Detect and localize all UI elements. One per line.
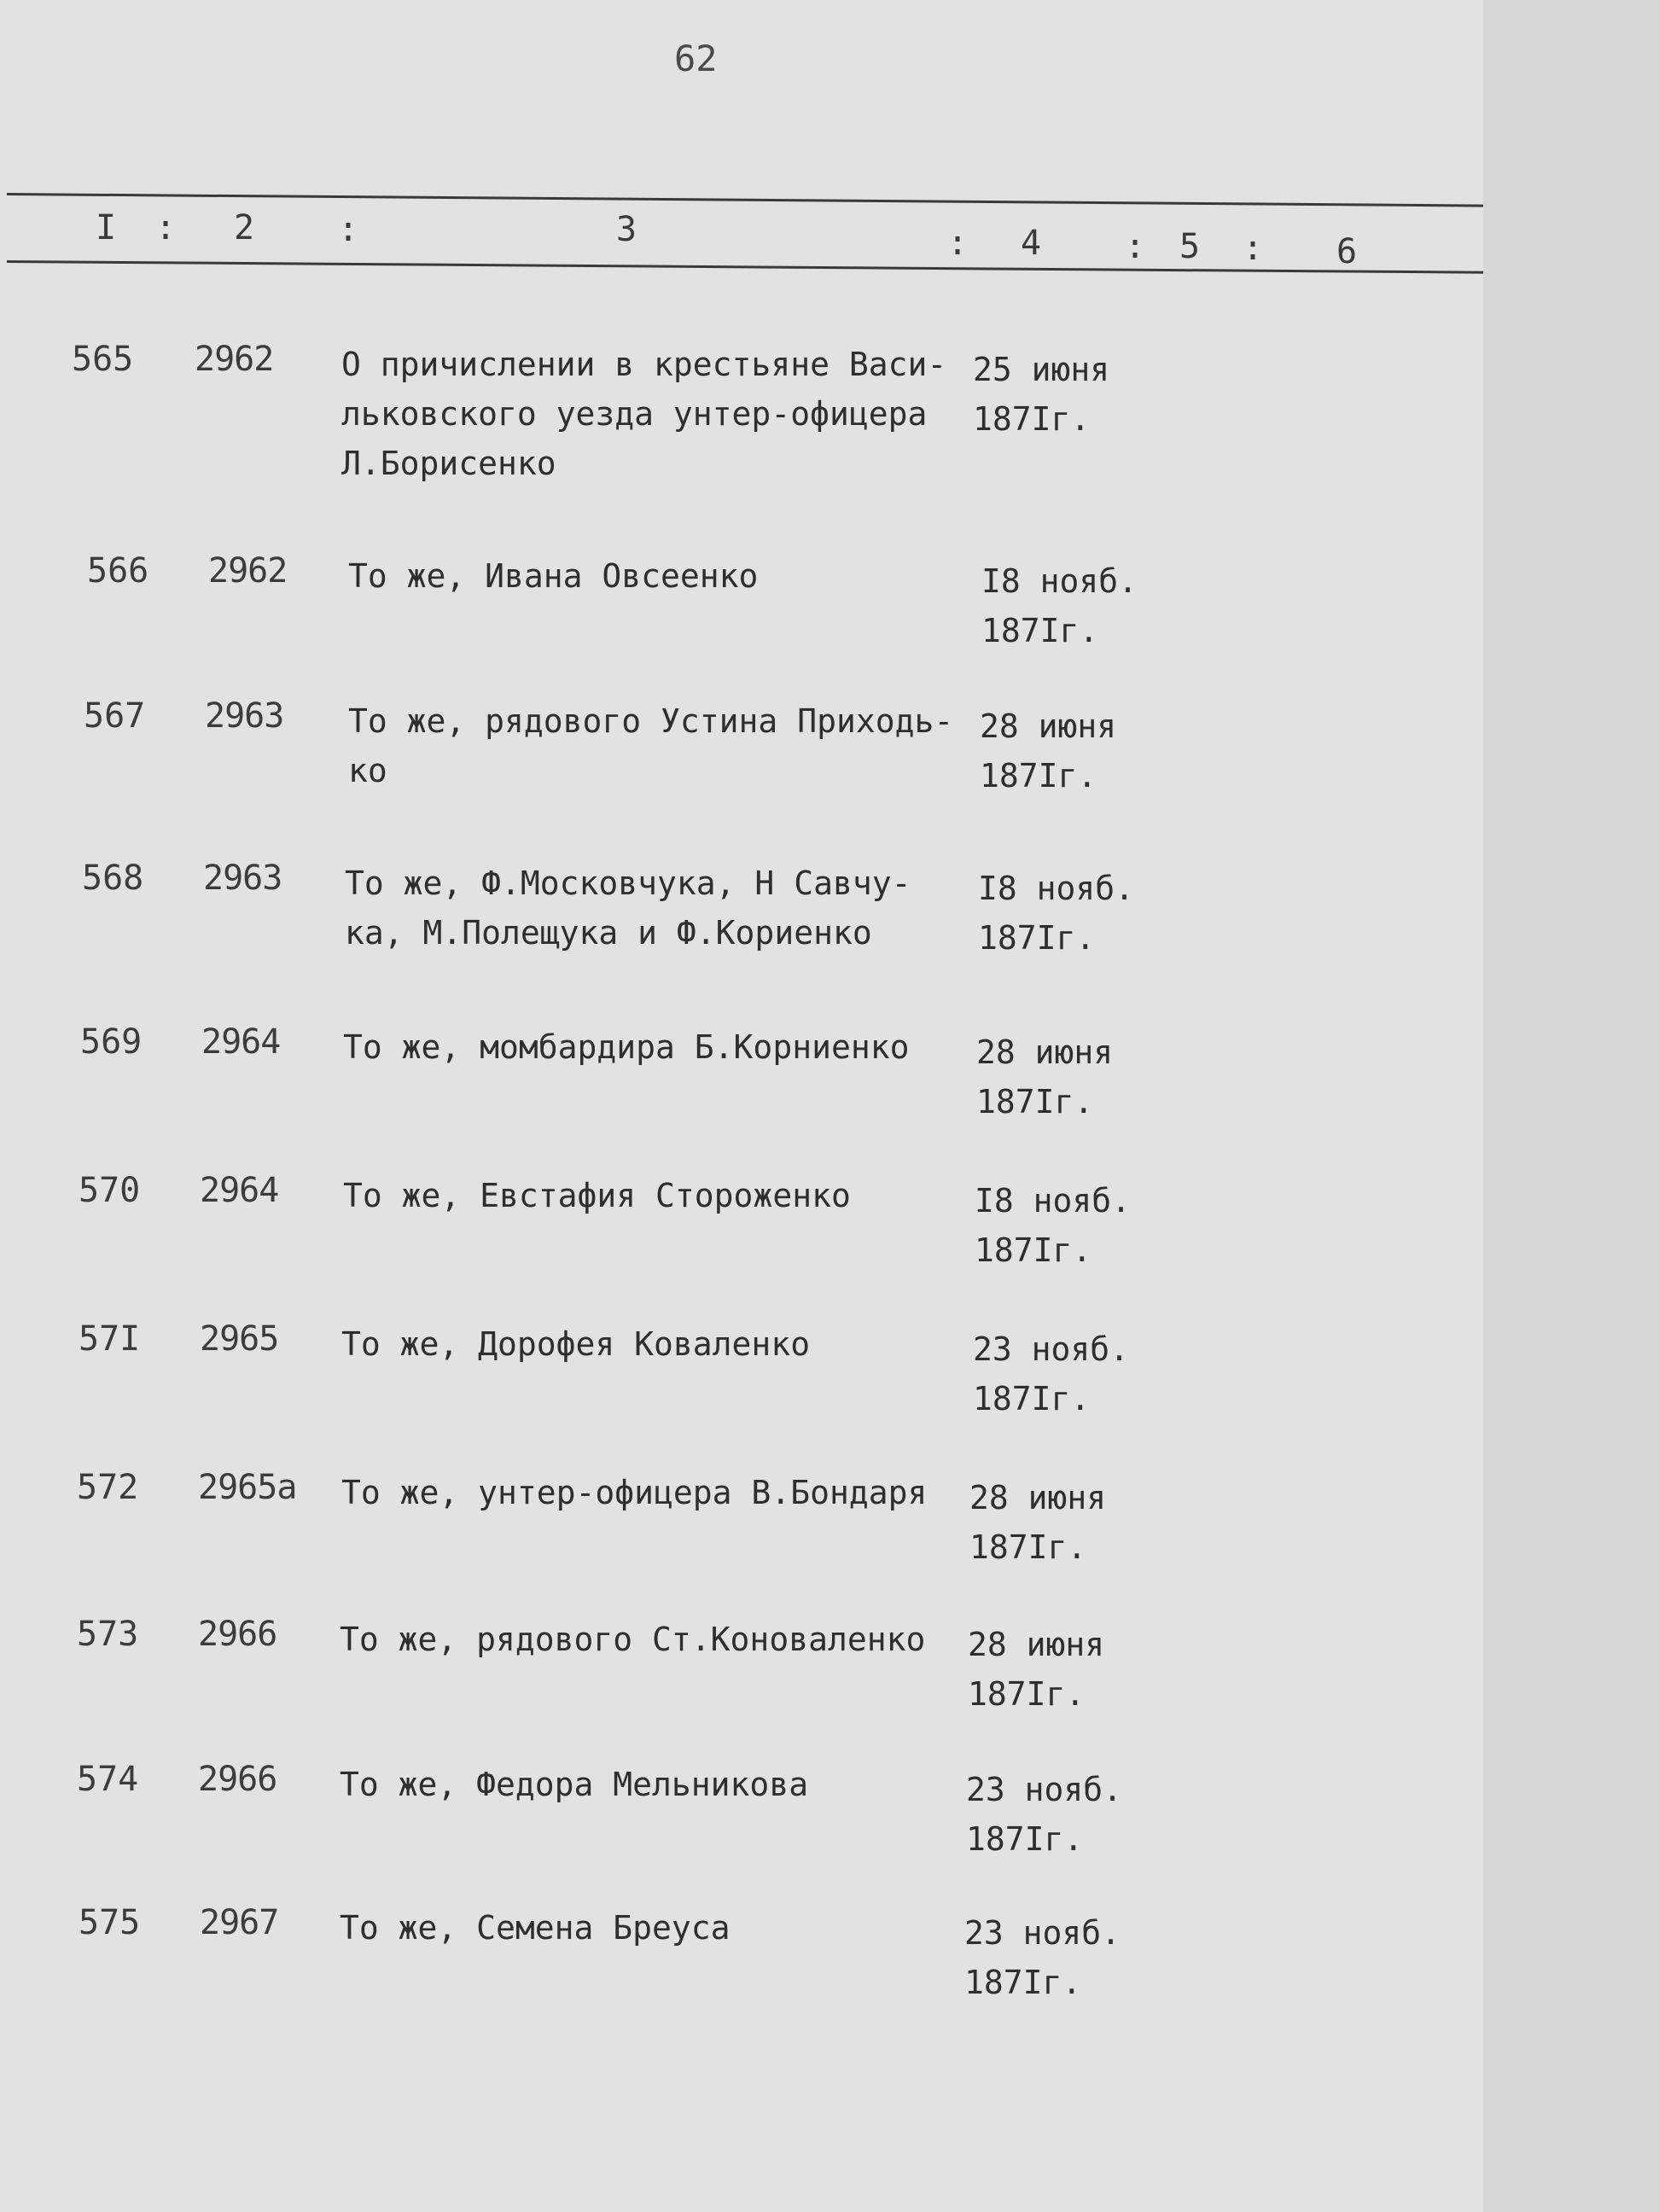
page-edge-margin <box>1483 0 1659 2212</box>
entry-date: 28 июня 187Iг. <box>968 1626 1105 1713</box>
column-header-5: 5 <box>1179 227 1201 266</box>
column-separator: : <box>1243 229 1264 268</box>
entry-date: 28 июня 187Iг. <box>976 1033 1114 1121</box>
entry-number: 565 <box>72 340 134 379</box>
entry-title: То же, Дорофея Коваленко <box>341 1325 811 1363</box>
page-number: 62 <box>674 38 718 79</box>
column-header-6: 6 <box>1336 232 1358 271</box>
entry-number: 575 <box>79 1903 141 1942</box>
entry-title: То же, унтер-офицера В.Бондаря <box>341 1474 928 1511</box>
entry-date: 23 нояб. 187Iг. <box>964 1914 1121 2001</box>
entry-date: I8 нояб. 187Iг. <box>975 1182 1132 1269</box>
header-rule-top <box>7 193 1485 207</box>
table-row <box>0 1171 1483 1299</box>
table-row <box>0 1903 1483 2031</box>
entry-title: То же, Ф.Московчука, Н Савчу- ка, М.Полещука и Ф.Кориенко <box>345 864 911 952</box>
entry-fond: 2967 <box>200 1903 279 1942</box>
entry-date: I8 нояб. 187Iг. <box>981 562 1138 649</box>
table-row <box>0 1468 1483 1596</box>
entry-title: То же, рядового Устина Приходь- ко <box>348 702 954 789</box>
entry-fond: 2963 <box>203 859 282 898</box>
entry-fond: 2964 <box>201 1022 281 1062</box>
entry-date: 23 нояб. 187Iг. <box>973 1330 1130 1417</box>
entry-fond: 2966 <box>198 1760 277 1799</box>
entry-title: То же, Евстафия Стороженко <box>343 1177 851 1214</box>
column-separator: : <box>1125 227 1146 266</box>
entry-fond: 2965 <box>200 1319 279 1359</box>
entry-title: То же, рядового Ст.Коноваленко <box>340 1621 926 1658</box>
entry-number: 569 <box>80 1022 143 1062</box>
column-separator: : <box>947 224 969 263</box>
entry-number: 57I <box>79 1319 141 1359</box>
column-separator: : <box>155 208 177 247</box>
table-row <box>0 1319 1483 1447</box>
entry-fond: 2965а <box>198 1468 297 1507</box>
table-row <box>0 1760 1483 1888</box>
entry-number: 570 <box>79 1171 141 1210</box>
entry-fond: 2966 <box>198 1615 277 1654</box>
header-rule-bottom <box>7 260 1485 274</box>
entry-date: 25 июня 187Iг. <box>973 351 1110 438</box>
entry-title: То же, Федора Мельникова <box>340 1766 809 1803</box>
column-header-2: 2 <box>234 208 255 247</box>
column-header-4: 4 <box>1021 224 1042 263</box>
entry-number: 574 <box>77 1760 139 1799</box>
entry-title: То же, Семена Бреуса <box>340 1909 731 1947</box>
entry-date: 23 нояб. 187Iг. <box>966 1771 1123 1858</box>
table-row <box>0 340 1483 482</box>
column-header-3: 3 <box>616 210 637 249</box>
entry-number: 572 <box>77 1468 139 1507</box>
entry-title: О причислении в крестьяне Васи- льковского уезда унтер-офицера Л.Борисенко <box>341 346 947 482</box>
entry-fond: 2964 <box>200 1171 279 1210</box>
entry-date: I8 нояб. 187Iг. <box>978 870 1135 957</box>
entry-number: 567 <box>84 696 146 736</box>
entry-fond: 2963 <box>205 696 284 736</box>
entry-fond: 2962 <box>208 551 288 591</box>
table-row <box>0 551 1483 679</box>
entry-date: 28 июня 187Iг. <box>980 707 1117 795</box>
entry-date: 28 июня 187Iг. <box>969 1479 1107 1566</box>
entry-number: 566 <box>87 551 149 591</box>
table-row <box>0 1022 1483 1150</box>
entry-title: То же, Ивана Овсеенко <box>348 557 759 595</box>
entry-title: То же, момбардира Б.Корниенко <box>343 1028 910 1066</box>
entry-fond: 2962 <box>195 340 274 379</box>
table-row <box>0 859 1483 987</box>
table-row <box>0 696 1483 824</box>
entry-number: 573 <box>77 1615 139 1654</box>
table-row <box>0 1615 1483 1743</box>
column-separator: : <box>338 210 359 249</box>
entry-number: 568 <box>82 859 144 898</box>
column-header-1: I <box>96 208 117 247</box>
